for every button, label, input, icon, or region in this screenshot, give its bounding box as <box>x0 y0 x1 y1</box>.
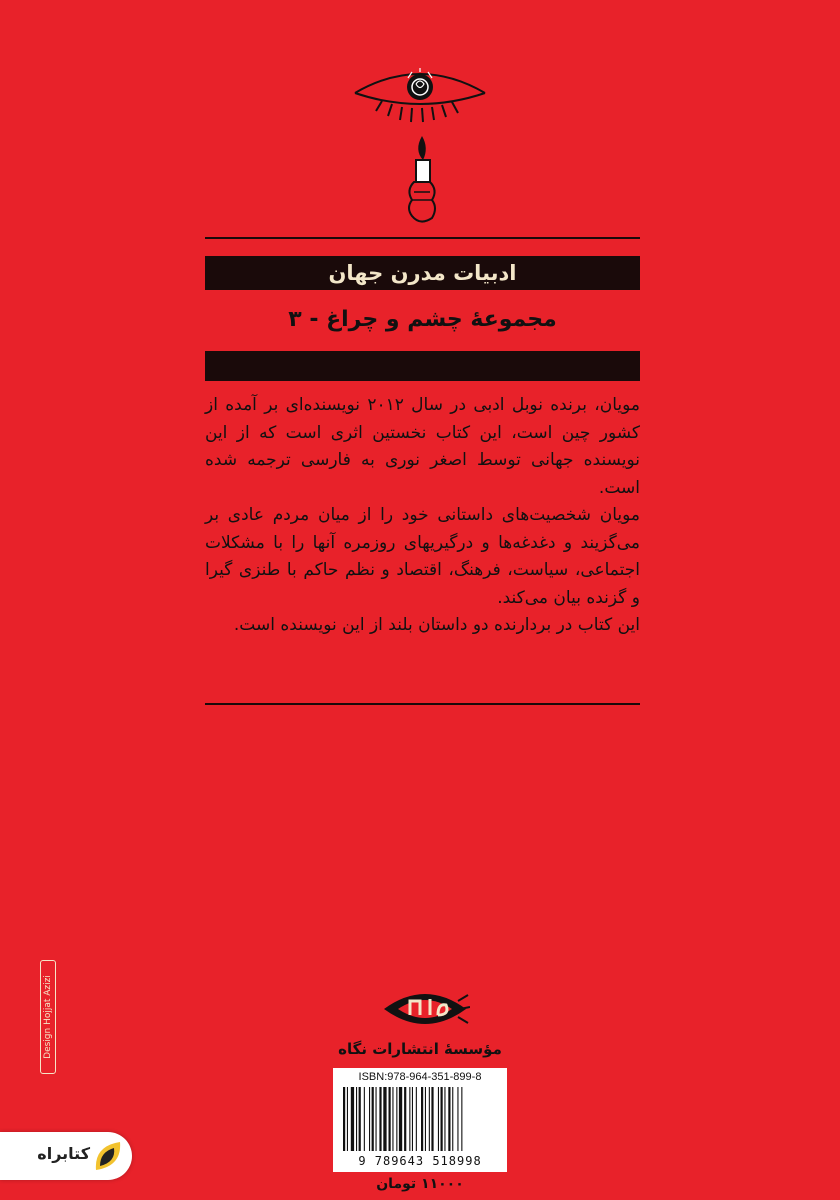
description-paragraph: مویان، برنده نوبل ادبی در سال ۲۰۱۲ نویسنده‌ای بر آمده از کشور چین است، این کتاب نخستین اثری است که از این نویسنده جهانی توسط اصغر نوری به فارسی ترجمه شده است. <box>205 395 640 498</box>
lower-band <box>205 351 640 381</box>
designer-credit-text: Design Hojjat Azizi <box>43 975 53 1059</box>
designer-credit <box>40 960 56 1074</box>
bottom-rule <box>205 703 640 705</box>
top-rule <box>205 237 640 239</box>
isbn-text: ISBN:978-964-351-899-8 <box>358 1071 482 1083</box>
publisher-name: مؤسسهٔ انتشارات نگاه <box>338 1040 502 1058</box>
ketabrah-watermark[interactable] <box>0 1132 132 1180</box>
price-label: ۱۱۰۰۰ تومان <box>376 1176 464 1192</box>
barcode-bars-icon <box>343 1087 497 1151</box>
watermark-text: کتابراه <box>37 1144 90 1163</box>
description-paragraph: مویان شخصیت‌های داستانی خود را از میان مردم عادی بر می‌گزیند و دغدغه‌ها و درگیریهای روزمره آنها را با مشکلات اجتماعی، سیاست، فرهنگ، اقتصاد و نظم حاکم با طنزی گیرا و گزنده بیان می‌کند. <box>205 505 640 608</box>
collection-title: مجموعهٔ چشم و چراغ - ۳ <box>288 307 557 332</box>
ketabrah-leaf-icon <box>92 1140 124 1172</box>
series-title: ادبیات مدرن جهان <box>328 261 517 285</box>
barcode-number: 9 789643 518998 <box>358 1154 482 1168</box>
book-description <box>205 392 640 640</box>
eye-lamp-emblem-icon <box>350 60 490 230</box>
isbn-barcode <box>333 1068 507 1172</box>
negah-logo-icon <box>380 985 470 1033</box>
description-paragraph: این کتاب در بردارنده دو داستان بلند از این نویسنده است. <box>233 615 640 635</box>
